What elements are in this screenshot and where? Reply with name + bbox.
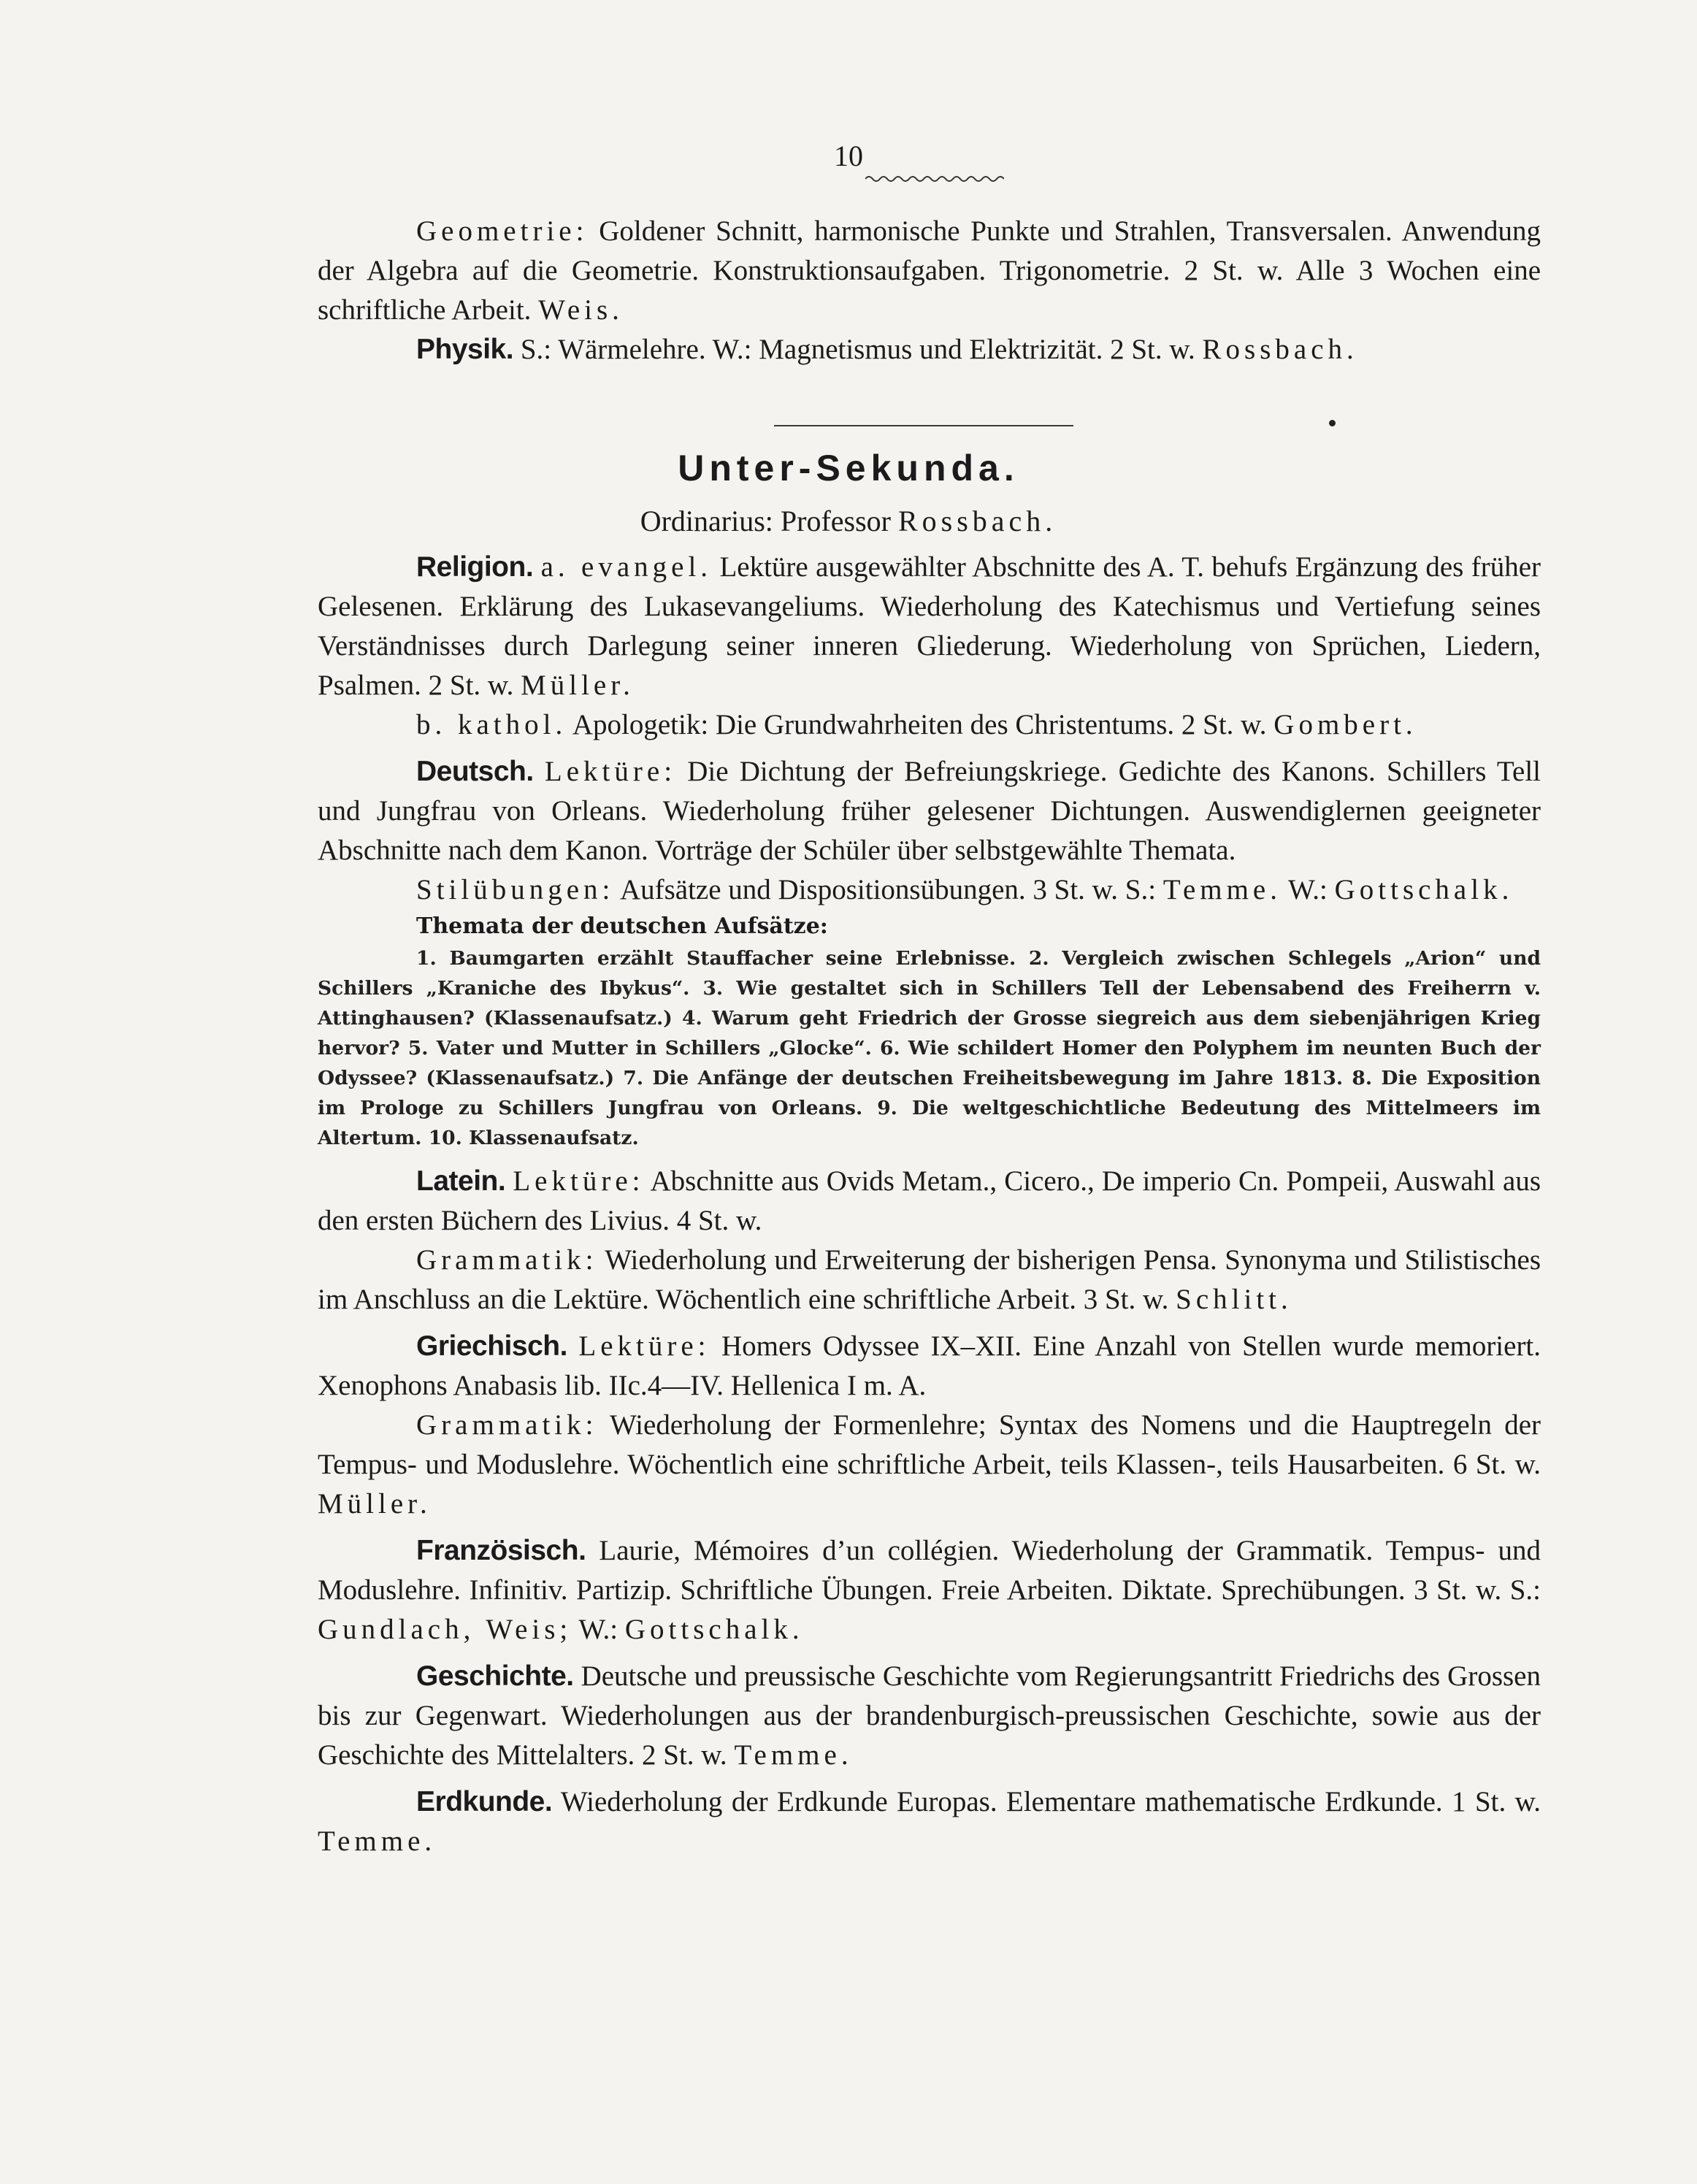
religion-a-text: Lektüre ausgewählter Abschnitte des A. T. behufs Ergänzung des früher Gelesenen. Erklärung des Lukasevangeliums. Wiederholung des Katechismus und Vertiefung seines Verständnisses durch Darlegung seiner inneren Gliederung. Wiederholung von Sprüchen, Liedern, Psalmen. 2 St. w. [318,551,1541,701]
ordinarius-line [0,504,1697,538]
franzoesisch-teachers-s: Gundlach, Weis; [318,1614,572,1645]
deutsch-stil-teacher-w: Gottschalk. [1334,874,1514,905]
deutsch-stil-teacher-s: Temme. [1162,874,1282,905]
religion-a-teacher: Müller. [521,670,635,701]
latein-gram-teacher: Schlitt. [1176,1284,1292,1315]
latein-gram-paragraph [318,1241,1541,1319]
geschichte-paragraph [318,1657,1541,1775]
griechisch-gram-teacher: Müller. [318,1488,432,1520]
top-block [318,212,1541,369]
religion-a-paragraph [318,548,1541,705]
griechisch-lekture-paragraph [318,1327,1541,1406]
deutsch-stil-text: Aufsätze und Dispositionsübungen. 3 St. w. S.: [619,874,1157,905]
geometrie-paragraph [318,212,1541,330]
religion-b-text: Die Grundwahrheiten des Christentums. 2 St. w. [715,709,1267,740]
religion-label: Religion. [416,551,534,583]
griechisch-label: Griechisch. [416,1330,567,1362]
ordinarius-name: Rossbach. [897,505,1057,537]
religion-b-sub: Apologetik: [572,709,709,740]
geschichte-text: Deutsche und preussische Geschichte vom Regierungsantritt Friedrichs des Grossen bis zur Gegenwart. Wiederholungen aus der brandenburgisch-preussischen Geschichte, sowie aus der Geschichte des Mittelalters. 2 St. w. [318,1660,1541,1771]
geschichte-teacher: Temme. [734,1739,853,1771]
religion-b-paragraph [318,705,1541,745]
physik-label: Physik. [416,334,514,365]
latein-lekture-paragraph [318,1162,1541,1241]
main-body [318,548,1541,1861]
ordinarius-label: Ordinarius: [640,505,773,537]
griechisch-gram-label: Grammatik: [416,1409,598,1441]
physik-text: S.: Wärmelehre. W.: Magnetismus und Elektrizität. 2 St. w. [520,334,1195,365]
religion-a-label: a. evangel. [540,551,713,583]
deutsch-label: Deutsch. [416,756,534,787]
erdkunde-paragraph [318,1782,1541,1861]
erdkunde-text: Wiederholung der Erdkunde Europas. Elementare mathematische Erdkunde. 1 St. w. [560,1786,1541,1817]
deutsch-lekture-label: Lektüre: [544,756,677,787]
deutsch-stil-paragraph [318,870,1541,910]
section-title: Unter-Sekunda. [678,448,1019,488]
geometrie-text: Goldener Schnitt, harmonische Punkte und Strahlen, Transversalen. Anwendung der Algebra auf die Geometrie. Konstruktionsaufgaben. Trigonometrie. 2 St. w. Alle 3 Wochen eine schriftliche Arbeit. [318,215,1541,326]
themata-heading: Themata der deutschen Aufsätze: [416,913,828,939]
religion-b-teacher: Gombert. [1273,709,1417,740]
latein-lekture-label: Lektüre: [513,1165,645,1197]
geometrie-label: Geometrie: [416,215,589,247]
physik-teacher: Rossbach. [1202,334,1358,365]
physik-paragraph [318,330,1541,369]
franzoesisch-text: Laurie, Mémoires d’un collégien. Wiederholung der Grammatik. Tempus- und Moduslehre. Infinitiv. Partizip. Schriftliche Übungen. Freie Arbeiten. Diktate. Sprechübungen. 3 St. w. S.: [318,1535,1541,1606]
geschichte-label: Geschichte. [416,1660,574,1692]
griechisch-lekture-label: Lektüre: [578,1330,710,1362]
deutsch-lekture-text: Die Dichtung der Befreiungskriege. Gedichte des Kanons. Schillers Tell und Jungfrau von Orleans. Wiederholung früher gelesener Dichtungen. Auswendiglernen geeigneter Abschnitte nach dem Kanon. Vorträge der Schüler über selbstgewählte Themata. [318,756,1541,866]
griechisch-gram-paragraph [318,1406,1541,1524]
griechisch-gram-text: Wiederholung der Formenlehre; Syntax des Nomens und die Hauptregeln der Tempus- und Moduslehre. Wöchentlich eine schriftliche Arbeit, teils Klassen-, teils Hausarbeiten. 6 St. w. [318,1409,1541,1480]
latein-lekture-text: Abschnitte aus Ovids Metam., Cicero., De imperio Cn. Pompeii, Auswahl aus den ersten Büchern des Livius. 4 St. w. [318,1165,1541,1236]
deutsch-stil-label: Stilübungen: [416,874,615,905]
latein-gram-label: Grammatik: [416,1244,598,1276]
erdkunde-teacher: Temme. [318,1825,437,1857]
latein-label: Latein. [416,1165,506,1197]
ink-dot [1329,420,1336,426]
religion-b-label: b. kathol. [416,709,567,740]
ordinarius-prefix: Professor [780,505,891,537]
deutsch-lekture-paragraph [318,752,1541,870]
geometrie-teacher: Weis. [538,294,624,326]
franzoesisch-label: Französisch. [416,1535,586,1566]
franzoesisch-paragraph [318,1531,1541,1650]
franzoesisch-w: W.: [578,1614,618,1645]
deutsch-stil-w: W.: [1288,874,1328,905]
page-number-ornament [865,174,1004,184]
page-number: 10 [834,139,863,172]
latein-gram-text: Wiederholung und Erweiterung der bisherigen Pensa. Synonyma und Stilistisches im Anschluss an die Lektüre. Wöchentlich eine schriftliche Arbeit. 3 St. w. [318,1244,1541,1315]
section-divider [774,425,1073,426]
themata-list: 1. Baumgarten erzählt Stauffacher seine Erlebnisse. 2. Vergleich zwischen Schlegels „Arion“ und Schillers „Kraniche des Ibykus“. 3. Wie gestaltet sich in Schillers Tell der Lebensabend des Freiherrn v. Attinghausen? (Klassenaufsatz.) 4. Warum geht Friedrich der Grosse siegreich aus dem siebenjährigen Krieg hervor? 5. Vater und Mutter in Schillers „Glocke“. 6. Wie schildert Homer den Polyphem im neunten Buch der Odyssee? (Klassenaufsatz.) 7. Die Anfänge der deutschen Freiheitsbewegung im Jahre 1813. 8. Die Exposition im Prologe zu Schillers Jungfrau von Orleans. 9. Die weltgeschichtliche Bedeutung des Mittelmeers im Altertum. 10. Klassenaufsatz. [318,947,1541,1149]
griechisch-lekture-text: Homers Odyssee IX–XII. Eine Anzahl von Stellen wurde memoriert. Xenophons Anabasis lib. IIc.4—IV. Hellenica I m. A. [318,1330,1541,1401]
erdkunde-label: Erdkunde. [416,1786,553,1817]
franzoesisch-teacher-w: Gottschalk. [624,1614,804,1645]
